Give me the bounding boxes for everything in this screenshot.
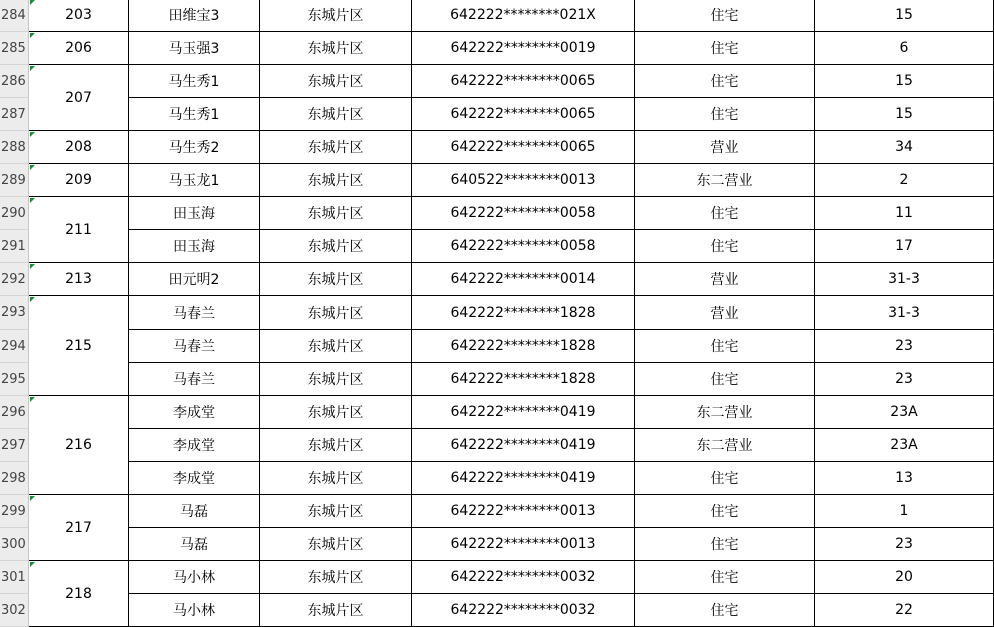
cell-id-number[interactable]: 642222********021X	[412, 0, 635, 32]
cell-area[interactable]: 东城片区	[260, 561, 412, 594]
cell-number[interactable]: 2	[815, 164, 994, 197]
cell-serial-merged[interactable]: 208	[29, 131, 129, 164]
cell-id-number[interactable]: 642222********0058	[412, 230, 635, 263]
cell-name[interactable]: 马小林	[129, 561, 260, 594]
cell-usage[interactable]: 住宅	[635, 32, 815, 65]
cell-name[interactable]: 马生秀1	[129, 65, 260, 98]
cell-id-number[interactable]: 642222********0065	[412, 98, 635, 131]
cell-usage[interactable]: 东二营业	[635, 396, 815, 429]
cell-area[interactable]: 东城片区	[260, 0, 412, 32]
cell-number[interactable]: 6	[815, 32, 994, 65]
cell-area[interactable]: 东城片区	[260, 197, 412, 230]
cell-usage[interactable]: 住宅	[635, 330, 815, 363]
cell-area[interactable]: 东城片区	[260, 330, 412, 363]
cell-usage[interactable]: 住宅	[635, 230, 815, 263]
row-header[interactable]: 295	[0, 363, 29, 396]
cell-serial-merged[interactable]: 206	[29, 32, 129, 65]
cell-number[interactable]: 23	[815, 363, 994, 396]
cell-id-number[interactable]: 642222********0065	[412, 65, 635, 98]
cell-name[interactable]: 田元明2	[129, 263, 260, 296]
comment-marker	[30, 496, 35, 501]
row-header[interactable]: 299	[0, 495, 29, 528]
comment-marker	[30, 33, 35, 38]
cell-name[interactable]: 马磊	[129, 528, 260, 561]
cell-number[interactable]: 15	[815, 0, 994, 32]
cell-number[interactable]: 1	[815, 495, 994, 528]
cell-id-number[interactable]: 642222********1828	[412, 296, 635, 330]
cell-name[interactable]: 马春兰	[129, 363, 260, 396]
cell-area[interactable]: 东城片区	[260, 263, 412, 296]
comment-marker	[30, 0, 35, 5]
cell-area[interactable]: 东城片区	[260, 131, 412, 164]
cell-id-number[interactable]: 642222********1828	[412, 330, 635, 363]
row-header[interactable]: 291	[0, 230, 29, 263]
cell-serial-merged[interactable]: 217	[29, 495, 129, 561]
row-header[interactable]: 301	[0, 561, 29, 594]
cell-usage[interactable]: 住宅	[635, 528, 815, 561]
comment-marker	[30, 297, 35, 302]
cell-number[interactable]: 11	[815, 197, 994, 230]
row-header[interactable]: 296	[0, 396, 29, 429]
cell-id-number[interactable]: 642222********0019	[412, 32, 635, 65]
cell-id-number[interactable]: 642222********0065	[412, 131, 635, 164]
cell-area[interactable]: 东城片区	[260, 296, 412, 330]
row-header[interactable]: 287	[0, 98, 29, 131]
cell-serial-merged[interactable]: 215	[29, 296, 129, 396]
cell-usage[interactable]: 营业	[635, 296, 815, 330]
cell-usage[interactable]: 住宅	[635, 594, 815, 627]
cell-serial-merged[interactable]: 216	[29, 396, 129, 495]
cell-id-number[interactable]: 642222********0032	[412, 561, 635, 594]
cell-number[interactable]: 31-3	[815, 263, 994, 296]
cell-number[interactable]: 20	[815, 561, 994, 594]
cell-name[interactable]: 李成堂	[129, 462, 260, 495]
row-header[interactable]: 288	[0, 131, 29, 164]
cell-usage[interactable]: 住宅	[635, 363, 815, 396]
cell-area[interactable]: 东城片区	[260, 230, 412, 263]
row-header[interactable]: 300	[0, 528, 29, 561]
cell-area[interactable]: 东城片区	[260, 363, 412, 396]
cell-name[interactable]: 马春兰	[129, 330, 260, 363]
cell-name[interactable]: 马小林	[129, 594, 260, 627]
row-header[interactable]: 286	[0, 65, 29, 98]
cell-id-number[interactable]: 642222********0058	[412, 197, 635, 230]
cell-serial-merged[interactable]: 207	[29, 65, 129, 131]
cell-number[interactable]: 23	[815, 330, 994, 363]
cell-number[interactable]: 17	[815, 230, 994, 263]
cell-area[interactable]: 东城片区	[260, 98, 412, 131]
cell-name[interactable]: 马磊	[129, 495, 260, 528]
comment-marker	[30, 66, 35, 71]
cell-usage[interactable]: 营业	[635, 263, 815, 296]
row-header[interactable]: 284	[0, 0, 29, 32]
cell-id-number[interactable]: 642222********0419	[412, 396, 635, 429]
cell-serial-merged[interactable]: 218	[29, 561, 129, 627]
row-header[interactable]: 285	[0, 32, 29, 65]
cell-usage[interactable]: 住宅	[635, 561, 815, 594]
cell-number[interactable]: 34	[815, 131, 994, 164]
cell-number[interactable]: 23A	[815, 429, 994, 462]
cell-area[interactable]: 东城片区	[260, 594, 412, 627]
cell-serial-merged[interactable]: 203	[29, 0, 129, 32]
row-header[interactable]: 289	[0, 164, 29, 197]
cell-name[interactable]: 李成堂	[129, 429, 260, 462]
cell-name[interactable]: 马生秀1	[129, 98, 260, 131]
comment-marker	[30, 264, 35, 269]
cell-usage[interactable]: 住宅	[635, 0, 815, 32]
cell-area[interactable]: 东城片区	[260, 495, 412, 528]
cell-name[interactable]: 田玉海	[129, 197, 260, 230]
cell-name[interactable]: 马玉龙1	[129, 164, 260, 197]
cell-usage[interactable]: 住宅	[635, 462, 815, 495]
cell-usage[interactable]: 住宅	[635, 65, 815, 98]
cell-area[interactable]: 东城片区	[260, 429, 412, 462]
cell-name[interactable]: 马春兰	[129, 296, 260, 330]
cell-usage[interactable]: 住宅	[635, 197, 815, 230]
cell-name[interactable]: 马玉强3	[129, 32, 260, 65]
comment-marker	[30, 397, 35, 402]
row-header[interactable]: 290	[0, 197, 29, 230]
comment-marker	[30, 132, 35, 137]
cell-area[interactable]: 东城片区	[260, 528, 412, 561]
comment-marker	[30, 562, 35, 567]
cell-id-number[interactable]: 642222********0419	[412, 429, 635, 462]
cell-id-number[interactable]: 642222********1828	[412, 363, 635, 396]
cell-area[interactable]: 东城片区	[260, 164, 412, 197]
comment-marker	[30, 198, 35, 203]
cell-number[interactable]: 23	[815, 528, 994, 561]
cell-number[interactable]: 31-3	[815, 296, 994, 330]
cell-id-number[interactable]: 640522********0013	[412, 164, 635, 197]
cell-number[interactable]: 15	[815, 98, 994, 131]
cell-number[interactable]: 22	[815, 594, 994, 627]
cell-name[interactable]: 田维宝3	[129, 0, 260, 32]
cell-name[interactable]: 田玉海	[129, 230, 260, 263]
cell-usage[interactable]: 住宅	[635, 495, 815, 528]
cell-area[interactable]: 东城片区	[260, 396, 412, 429]
row-header[interactable]: 292	[0, 263, 29, 296]
cell-usage[interactable]: 东二营业	[635, 429, 815, 462]
cell-usage[interactable]: 住宅	[635, 98, 815, 131]
row-header[interactable]: 293	[0, 296, 29, 330]
cell-id-number[interactable]: 642222********0032	[412, 594, 635, 627]
cell-number[interactable]: 13	[815, 462, 994, 495]
cell-number[interactable]: 23A	[815, 396, 994, 429]
comment-marker	[30, 165, 35, 170]
cell-number[interactable]: 15	[815, 65, 994, 98]
row-header[interactable]: 297	[0, 429, 29, 462]
cell-name[interactable]: 李成堂	[129, 396, 260, 429]
cell-area[interactable]: 东城片区	[260, 32, 412, 65]
cell-serial-merged[interactable]: 211	[29, 197, 129, 263]
cell-usage[interactable]: 营业	[635, 131, 815, 164]
row-header[interactable]: 298	[0, 462, 29, 495]
cell-serial-merged[interactable]: 209	[29, 164, 129, 197]
cell-id-number[interactable]: 642222********0013	[412, 528, 635, 561]
cell-name[interactable]: 马生秀2	[129, 131, 260, 164]
row-header[interactable]: 294	[0, 330, 29, 363]
cell-usage[interactable]: 东二营业	[635, 164, 815, 197]
cell-id-number[interactable]: 642222********0014	[412, 263, 635, 296]
cell-area[interactable]: 东城片区	[260, 462, 412, 495]
cell-id-number[interactable]: 642222********0013	[412, 495, 635, 528]
cell-area[interactable]: 东城片区	[260, 65, 412, 98]
cell-serial-merged[interactable]: 213	[29, 263, 129, 296]
cell-id-number[interactable]: 642222********0419	[412, 462, 635, 495]
row-header[interactable]: 302	[0, 594, 29, 627]
